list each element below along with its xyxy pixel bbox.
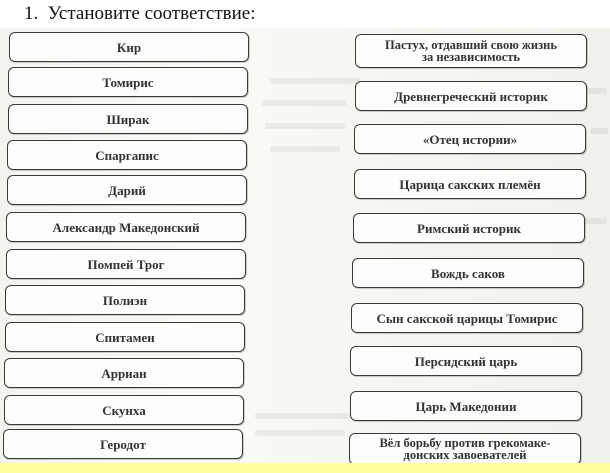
left-item-1[interactable] [9, 32, 249, 62]
left-item-5[interactable] [7, 175, 247, 205]
left-item-label: Дарий [108, 182, 146, 198]
left-item-label: Спаргапис [95, 147, 159, 163]
task-number: 1. [24, 3, 39, 24]
right-item-2[interactable] [355, 81, 587, 111]
left-item-11[interactable] [4, 395, 244, 425]
highlight-bar [0, 463, 610, 473]
left-item-label: Спитамен [95, 329, 155, 345]
task-heading: Установите соответствие: [47, 3, 256, 24]
left-item-2[interactable] [8, 67, 248, 97]
right-item-label: «Отец истории» [422, 131, 518, 147]
left-item-label: Геродот [100, 436, 146, 452]
left-item-7[interactable] [6, 249, 246, 279]
right-item-label: Вождь саков [431, 265, 505, 281]
right-item-10[interactable] [349, 433, 581, 465]
left-item-label: Арриан [101, 365, 147, 381]
right-item-label: Персидский царь [414, 353, 518, 369]
right-item-label: Царица сакских племён [399, 176, 541, 192]
right-item-5[interactable] [353, 213, 585, 243]
right-item-8[interactable] [350, 346, 582, 376]
right-item-3[interactable] [354, 124, 586, 154]
left-item-6[interactable] [6, 212, 246, 242]
right-item-label: Сын сакской царицы Томирис [376, 310, 558, 326]
left-item-label: Кир [116, 39, 142, 55]
task-title [0, 0, 610, 30]
left-item-label: Томирис [102, 74, 154, 90]
left-item-10[interactable] [4, 358, 244, 388]
left-item-8[interactable] [5, 285, 245, 315]
right-item-label: Древнегреческий историк [394, 88, 548, 104]
left-item-3[interactable] [8, 104, 248, 134]
right-item-6[interactable] [352, 258, 584, 288]
left-item-label: Скунха [102, 402, 146, 418]
right-item-label: Вёл борьбу против грекомаке-донских завоевателей [379, 436, 551, 462]
right-item-label: Пастух, отдавший свою жизнь за независимость [385, 38, 557, 64]
right-item-label: Царь Македонии [415, 398, 517, 414]
left-item-12[interactable] [3, 429, 243, 459]
left-item-label: Помпей Трог [87, 256, 165, 272]
left-item-label: Полиэн [102, 292, 148, 308]
left-item-4[interactable] [7, 140, 247, 170]
left-item-label: Ширак [106, 111, 150, 127]
right-item-label: Римский историк [417, 220, 521, 236]
left-item-9[interactable] [5, 322, 245, 352]
right-item-4[interactable] [354, 169, 586, 199]
left-item-label: Александр Македонский [52, 219, 200, 235]
right-item-1[interactable] [355, 34, 587, 68]
right-item-9[interactable] [350, 391, 582, 421]
right-item-7[interactable] [351, 303, 583, 333]
